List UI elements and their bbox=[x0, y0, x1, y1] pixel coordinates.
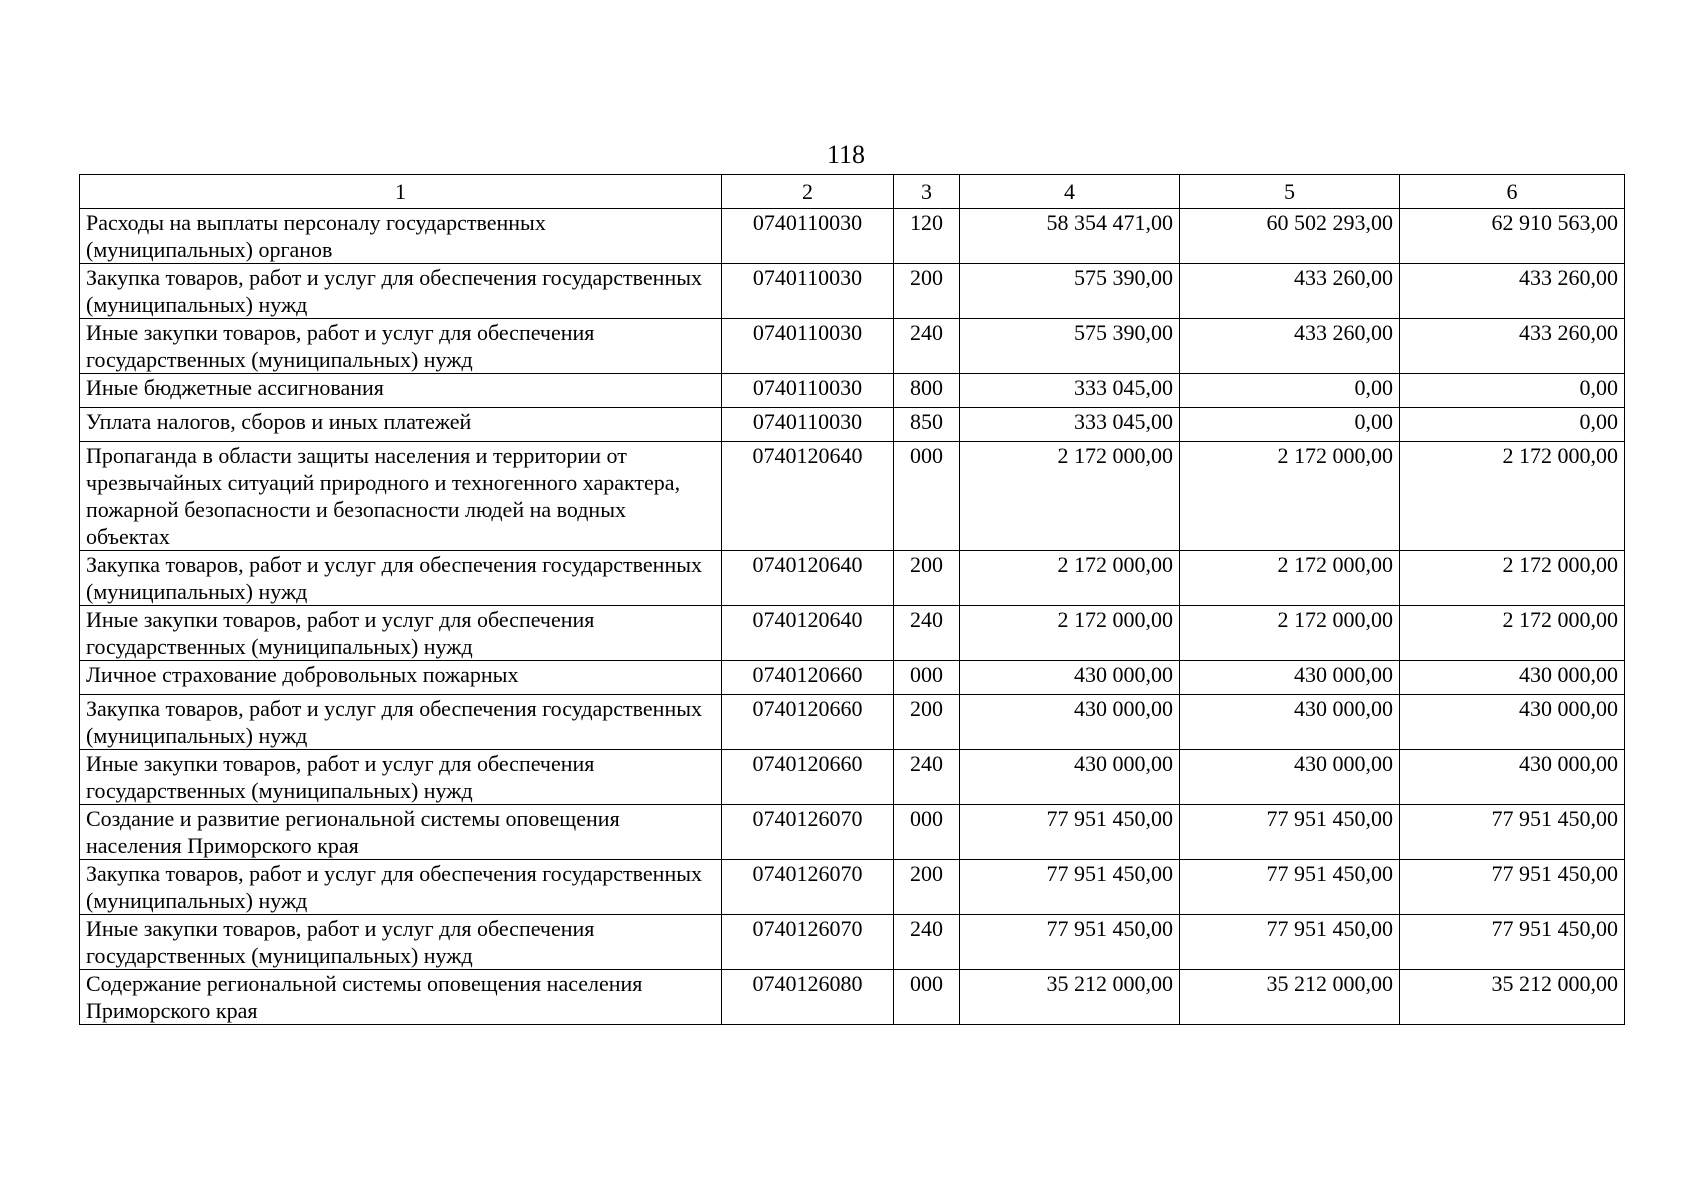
row-value-5: 2 172 000,00 bbox=[1180, 442, 1400, 551]
row-name: Закупка товаров, работ и услуг для обеспечения государственных (муниципальных) нужд bbox=[80, 264, 722, 319]
row-value-6: 0,00 bbox=[1400, 374, 1625, 408]
row-value-4: 575 390,00 bbox=[960, 264, 1180, 319]
row-type: 240 bbox=[894, 915, 960, 970]
row-type: 200 bbox=[894, 695, 960, 750]
header-col-4: 4 bbox=[960, 175, 1180, 209]
header-col-5: 5 bbox=[1180, 175, 1400, 209]
row-code: 0740110030 bbox=[722, 264, 894, 319]
row-type: 240 bbox=[894, 606, 960, 661]
row-value-4: 77 951 450,00 bbox=[960, 805, 1180, 860]
table-row bbox=[80, 408, 1625, 442]
row-code: 0740120640 bbox=[722, 551, 894, 606]
row-code: 0740110030 bbox=[722, 374, 894, 408]
row-value-5: 433 260,00 bbox=[1180, 264, 1400, 319]
table-row bbox=[80, 970, 1625, 1025]
row-value-6: 77 951 450,00 bbox=[1400, 915, 1625, 970]
row-type: 240 bbox=[894, 750, 960, 805]
row-value-5: 0,00 bbox=[1180, 408, 1400, 442]
table-row bbox=[80, 750, 1625, 805]
row-value-5: 430 000,00 bbox=[1180, 661, 1400, 695]
row-value-5: 2 172 000,00 bbox=[1180, 551, 1400, 606]
row-value-6: 62 910 563,00 bbox=[1400, 209, 1625, 264]
row-name: Иные закупки товаров, работ и услуг для обеспечения государственных (муниципальных) нужд bbox=[80, 319, 722, 374]
row-value-6: 2 172 000,00 bbox=[1400, 606, 1625, 661]
table-row bbox=[80, 860, 1625, 915]
row-name: Иные закупки товаров, работ и услуг для обеспечения государственных (муниципальных) нужд bbox=[80, 750, 722, 805]
header-row bbox=[80, 175, 1625, 209]
row-name: Закупка товаров, работ и услуг для обеспечения государственных (муниципальных) нужд bbox=[80, 860, 722, 915]
table-row bbox=[80, 319, 1625, 374]
row-code: 0740120640 bbox=[722, 442, 894, 551]
row-code: 0740126070 bbox=[722, 915, 894, 970]
row-value-6: 77 951 450,00 bbox=[1400, 805, 1625, 860]
row-name: Иные бюджетные ассигнования bbox=[80, 374, 722, 408]
row-type: 000 bbox=[894, 805, 960, 860]
header-col-6: 6 bbox=[1400, 175, 1625, 209]
table-row bbox=[80, 695, 1625, 750]
row-code: 0740120660 bbox=[722, 750, 894, 805]
row-name: Расходы на выплаты персоналу государственных (муниципальных) органов bbox=[80, 209, 722, 264]
row-value-6: 35 212 000,00 bbox=[1400, 970, 1625, 1025]
header-col-3: 3 bbox=[894, 175, 960, 209]
row-value-5: 433 260,00 bbox=[1180, 319, 1400, 374]
row-name: Уплата налогов, сборов и иных платежей bbox=[80, 408, 722, 442]
table-row bbox=[80, 209, 1625, 264]
row-type: 850 bbox=[894, 408, 960, 442]
table-row bbox=[80, 442, 1625, 551]
row-value-4: 430 000,00 bbox=[960, 661, 1180, 695]
row-code: 0740120660 bbox=[722, 695, 894, 750]
row-value-4: 430 000,00 bbox=[960, 750, 1180, 805]
row-value-6: 433 260,00 bbox=[1400, 264, 1625, 319]
row-value-5: 2 172 000,00 bbox=[1180, 606, 1400, 661]
row-value-4: 333 045,00 bbox=[960, 374, 1180, 408]
row-code: 0740126070 bbox=[722, 860, 894, 915]
row-value-4: 333 045,00 bbox=[960, 408, 1180, 442]
row-type: 000 bbox=[894, 442, 960, 551]
table-row bbox=[80, 915, 1625, 970]
row-code: 0740110030 bbox=[722, 319, 894, 374]
row-type: 200 bbox=[894, 860, 960, 915]
row-name: Закупка товаров, работ и услуг для обеспечения государственных (муниципальных) нужд bbox=[80, 551, 722, 606]
row-value-4: 2 172 000,00 bbox=[960, 606, 1180, 661]
row-code: 0740110030 bbox=[722, 408, 894, 442]
row-type: 200 bbox=[894, 264, 960, 319]
row-type: 000 bbox=[894, 661, 960, 695]
table-row bbox=[80, 805, 1625, 860]
row-name: Закупка товаров, работ и услуг для обеспечения государственных (муниципальных) нужд bbox=[80, 695, 722, 750]
table-row bbox=[80, 606, 1625, 661]
row-name: Содержание региональной системы оповещения населения Приморского края bbox=[80, 970, 722, 1025]
page-number: 118 bbox=[826, 140, 866, 169]
table-row bbox=[80, 264, 1625, 319]
row-value-6: 2 172 000,00 bbox=[1400, 442, 1625, 551]
row-value-5: 0,00 bbox=[1180, 374, 1400, 408]
row-name: Пропаганда в области защиты населения и территории от чрезвычайных ситуаций природного и техногенного характера, пожарной безопасности и безопасности людей на водных объектах bbox=[80, 442, 722, 551]
table-row bbox=[80, 661, 1625, 695]
row-name: Личное страхование добровольных пожарных bbox=[80, 661, 722, 695]
row-code: 0740126070 bbox=[722, 805, 894, 860]
row-type: 200 bbox=[894, 551, 960, 606]
budget-table bbox=[79, 174, 1625, 1025]
header-col-1: 1 bbox=[80, 175, 722, 209]
row-value-4: 2 172 000,00 bbox=[960, 442, 1180, 551]
row-value-6: 2 172 000,00 bbox=[1400, 551, 1625, 606]
row-name: Иные закупки товаров, работ и услуг для обеспечения государственных (муниципальных) нужд bbox=[80, 606, 722, 661]
table-row bbox=[80, 374, 1625, 408]
row-value-4: 575 390,00 bbox=[960, 319, 1180, 374]
row-code: 0740120660 bbox=[722, 661, 894, 695]
header-col-2: 2 bbox=[722, 175, 894, 209]
row-type: 800 bbox=[894, 374, 960, 408]
row-value-5: 430 000,00 bbox=[1180, 750, 1400, 805]
row-value-5: 35 212 000,00 bbox=[1180, 970, 1400, 1025]
row-name: Иные закупки товаров, работ и услуг для обеспечения государственных (муниципальных) нужд bbox=[80, 915, 722, 970]
table-body bbox=[80, 209, 1625, 1025]
row-value-4: 58 354 471,00 bbox=[960, 209, 1180, 264]
row-value-6: 430 000,00 bbox=[1400, 695, 1625, 750]
row-value-6: 0,00 bbox=[1400, 408, 1625, 442]
row-type: 000 bbox=[894, 970, 960, 1025]
row-value-4: 77 951 450,00 bbox=[960, 860, 1180, 915]
row-value-4: 430 000,00 bbox=[960, 695, 1180, 750]
row-value-5: 77 951 450,00 bbox=[1180, 860, 1400, 915]
row-code: 0740120640 bbox=[722, 606, 894, 661]
row-value-6: 430 000,00 bbox=[1400, 750, 1625, 805]
row-type: 240 bbox=[894, 319, 960, 374]
row-code: 0740126080 bbox=[722, 970, 894, 1025]
row-value-5: 77 951 450,00 bbox=[1180, 805, 1400, 860]
row-type: 120 bbox=[894, 209, 960, 264]
row-value-4: 2 172 000,00 bbox=[960, 551, 1180, 606]
row-code: 0740110030 bbox=[722, 209, 894, 264]
row-value-5: 77 951 450,00 bbox=[1180, 915, 1400, 970]
table-row bbox=[80, 551, 1625, 606]
row-value-6: 430 000,00 bbox=[1400, 661, 1625, 695]
row-value-6: 433 260,00 bbox=[1400, 319, 1625, 374]
row-value-4: 77 951 450,00 bbox=[960, 915, 1180, 970]
row-value-4: 35 212 000,00 bbox=[960, 970, 1180, 1025]
row-value-6: 77 951 450,00 bbox=[1400, 860, 1625, 915]
row-value-5: 430 000,00 bbox=[1180, 695, 1400, 750]
row-value-5: 60 502 293,00 bbox=[1180, 209, 1400, 264]
row-name: Создание и развитие региональной системы оповещения населения Приморского края bbox=[80, 805, 722, 860]
